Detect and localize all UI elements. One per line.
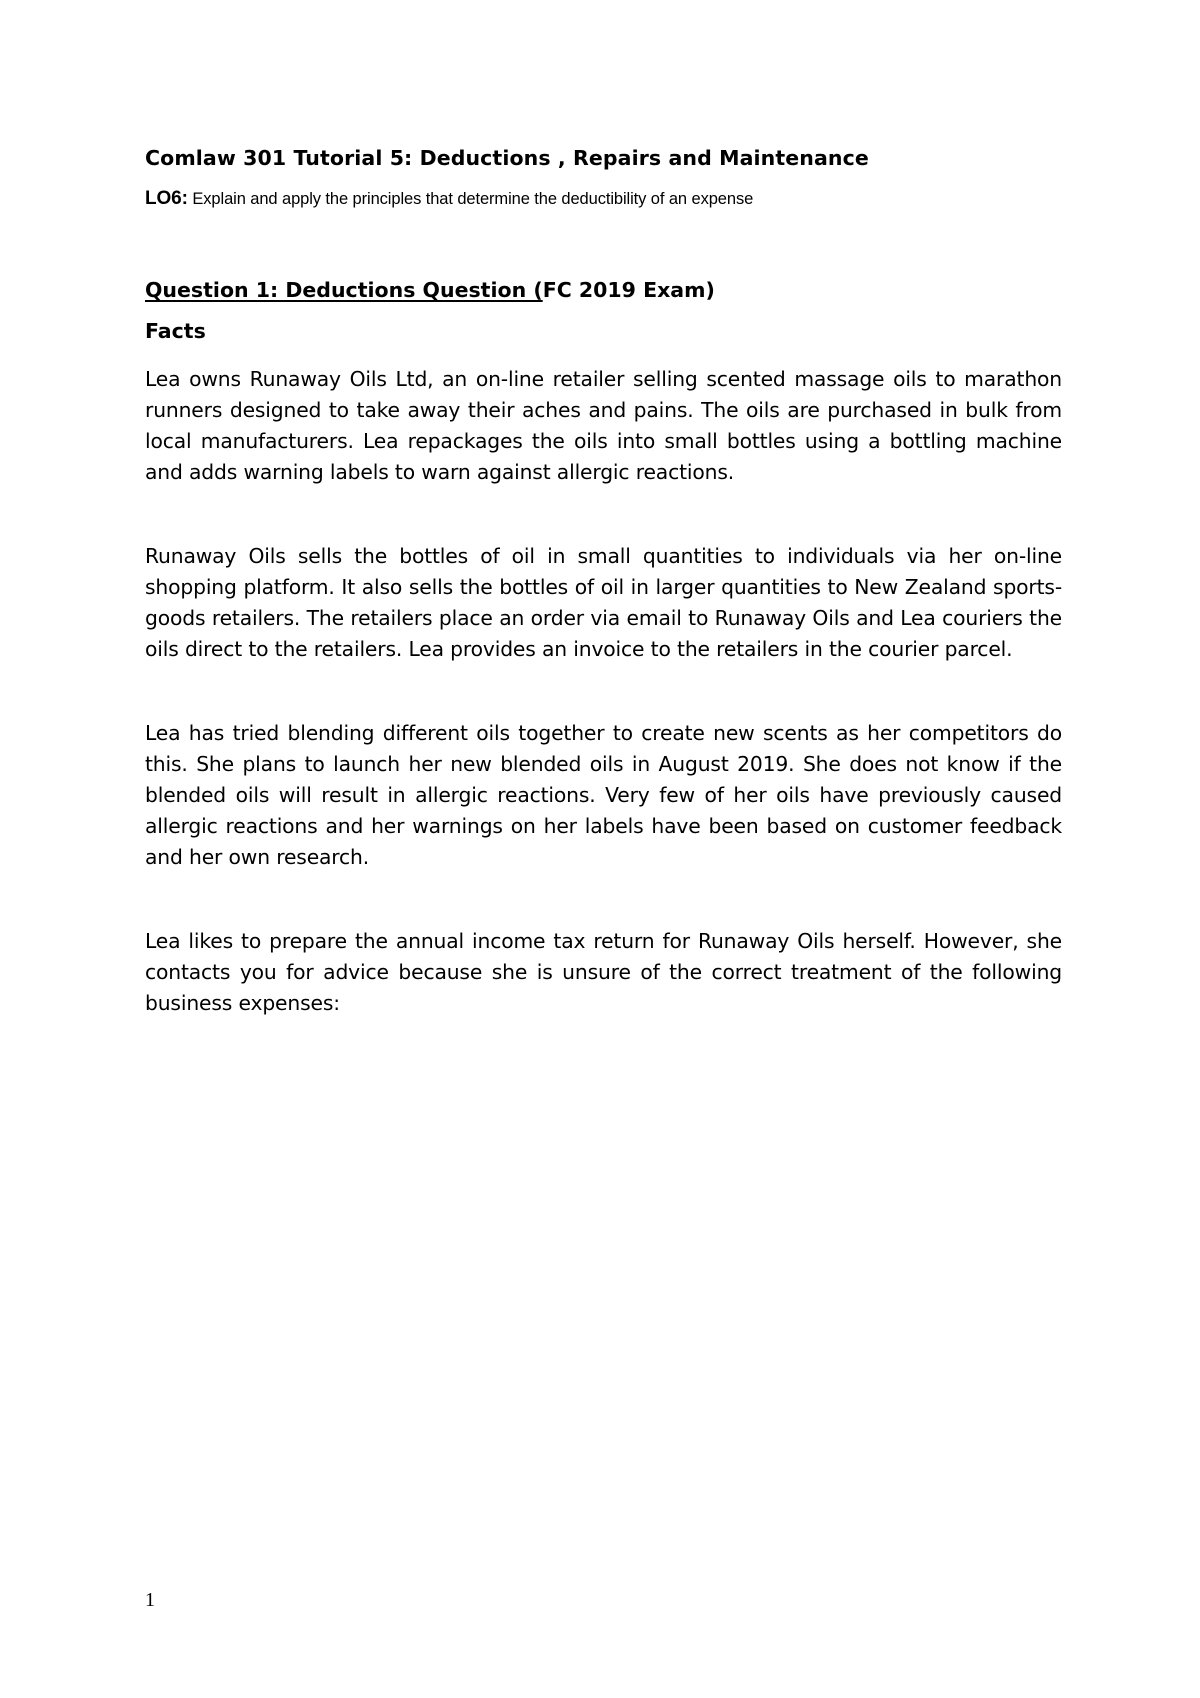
- question-heading: [145, 275, 1062, 305]
- question-heading-underlined: Question 1: Deductions Question (: [145, 278, 543, 302]
- learning-outcome: [145, 187, 1062, 211]
- facts-paragraph: Lea owns Runaway Oils Ltd, an on-line retailer selling scented massage oils to marathon runners designed to take away their aches and pains. The oils are purchased in bulk from local manufacturers. Lea repackages the oils into small bottles using a bottling machine and adds warning labels to warn against allergic reactions.: [145, 367, 1062, 484]
- facts-paragraph: Lea has tried blending different oils together to create new scents as her competitors do this. She plans to launch her new blended oils in August 2019. She does not know if the blended oils will result in allergic reactions. Very few of her oils have previously caused allergic reactions and her warnings on her labels have been based on customer feedback and her own research.: [145, 721, 1062, 869]
- page-content: [145, 143, 1062, 1019]
- facts-paragraph: Lea likes to prepare the annual income tax return for Runaway Oils herself. However, she contacts you for advice because she is unsure of the correct treatment of the following business expenses:: [145, 929, 1062, 1015]
- facts-paragraph: Runaway Oils sells the bottles of oil in small quantities to individuals via her on-line shopping platform. It also sells the bottles of oil in larger quantities to New Zealand sports-goods retailers. The retailers place an order via email to Runaway Oils and Lea couriers the oils direct to the retailers. Lea provides an invoice to the retailers in the courier parcel.: [145, 544, 1062, 661]
- page-number: 1: [145, 1589, 155, 1611]
- question-heading-rest: FC 2019 Exam): [542, 278, 715, 302]
- document-title: Comlaw 301 Tutorial 5: Deductions , Repairs and Maintenance: [145, 146, 869, 170]
- learning-outcome-text: Explain and apply the principles that determine the deductibility of an expense: [187, 190, 754, 208]
- learning-outcome-label: LO6:: [145, 188, 188, 209]
- facts-heading: Facts: [145, 319, 206, 343]
